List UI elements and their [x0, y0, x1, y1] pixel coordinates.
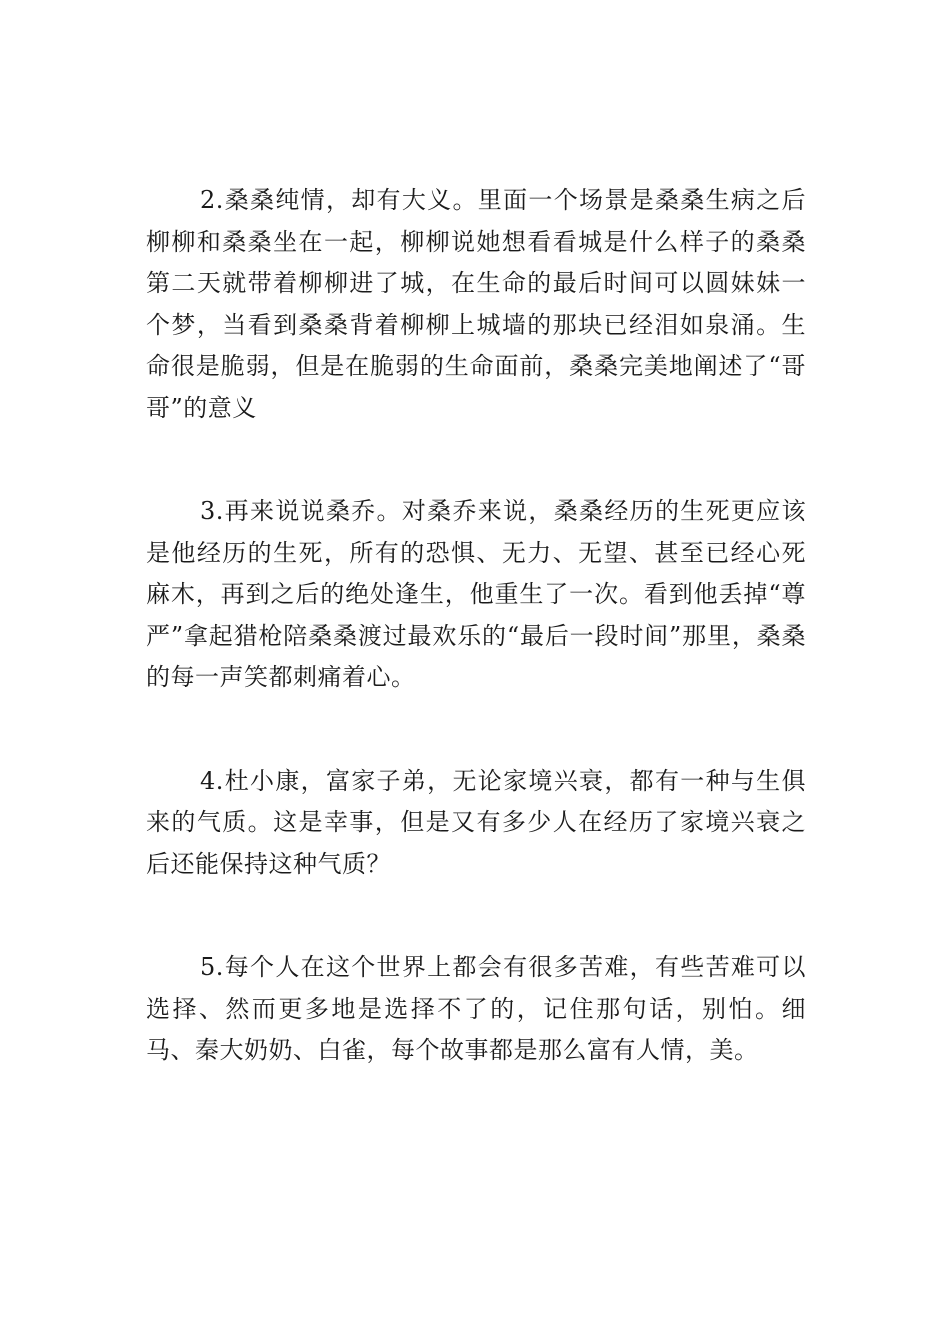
document-body — [146, 180, 806, 1072]
paragraph-4: 4.杜小康，富家子弟，无论家境兴衰，都有一种与生俱来的气质。这是幸事，但是又有多少人在经历了家境兴衰之后还能保持这种气质？ — [146, 766, 806, 878]
paragraph-5: 5.每个人在这个世界上都会有很多苦难，有些苦难可以选择、然而更多地是选择不了的，记住那句话，别怕。细马、秦大奶奶、白雀，每个故事都是那么富有人情，美。 — [146, 953, 806, 1064]
paragraph-3: 3.再来说说桑乔。对桑乔来说，桑桑经历的生死更应该是他经历的生死，所有的恐惧、无力、无望、甚至已经心死麻木，再到之后的绝处逢生，他重生了一次。看到他丢掉“尊严”拿起猎枪陪桑桑渡过最欢乐的“最后一段时间”那里，桑桑的每一声笑都刺痛着心。 — [146, 497, 806, 691]
paragraph-2: 2.桑桑纯情，却有大义。里面一个场景是桑桑生病之后柳柳和桑桑坐在一起，柳柳说她想看看城是什么样子的桑桑第二天就带着柳柳进了城，在生命的最后时间可以圆妹妹一个梦，当看到桑桑背着柳柳上城墙的那块已经泪如泉涌。生命很是脆弱，但是在脆弱的生命面前，桑桑完美地阐述了“哥哥”的意义 — [146, 186, 806, 422]
